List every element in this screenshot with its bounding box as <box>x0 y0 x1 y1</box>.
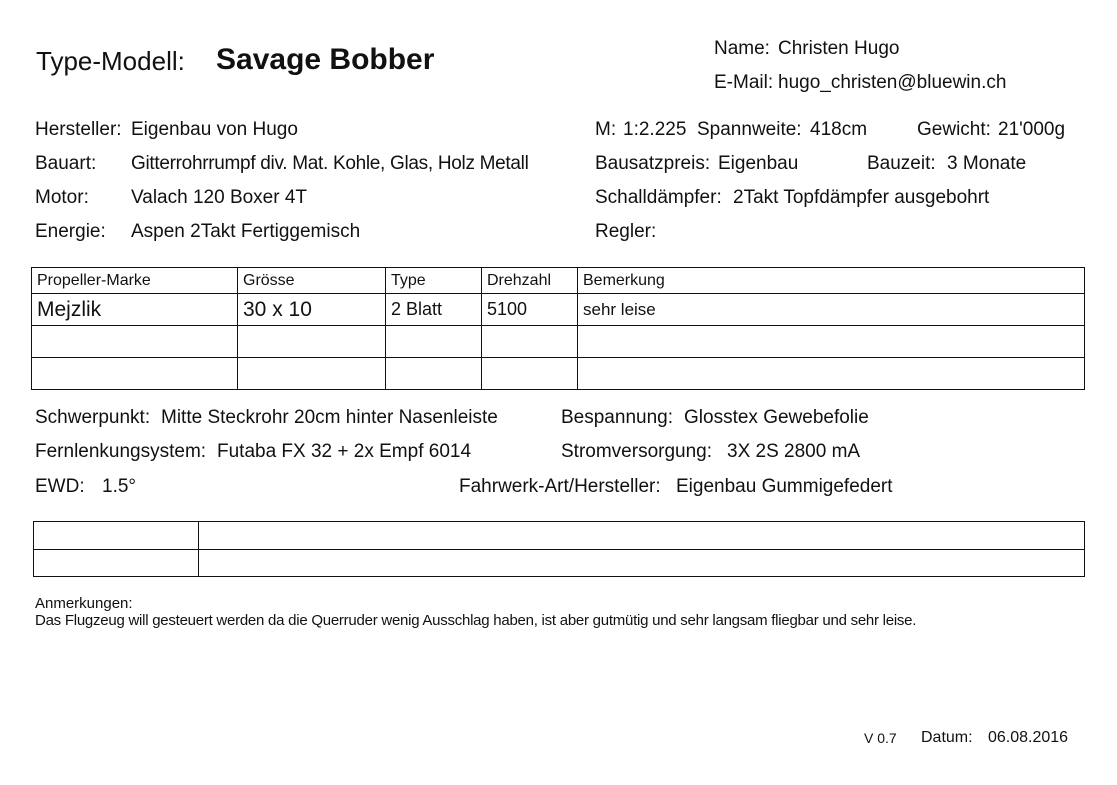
schalldaempfer-value: 2Takt Topfdämpfer ausgebohrt <box>733 187 990 208</box>
propeller-table-header <box>32 268 1085 294</box>
bespannung-label: Bespannung: <box>561 407 673 428</box>
header-groesse: Grösse <box>238 268 386 294</box>
propeller-marke-cell: Mejzlik <box>32 294 238 326</box>
bauart-value: Gitterrohrrumpf div. Mat. Kohle, Glas, Holz Metall <box>131 153 529 174</box>
empty-cell <box>32 326 238 358</box>
empty-cell <box>238 326 386 358</box>
bausatzpreis-value: Eigenbau <box>718 153 799 174</box>
bemerkung-cell: sehr leise <box>578 294 1085 326</box>
extra-table <box>33 521 1085 577</box>
empty-cell <box>32 358 238 390</box>
name-label: Name: <box>714 38 770 59</box>
version-label: V 0.7 <box>864 730 897 746</box>
empty-cell <box>386 358 482 390</box>
gewicht-label: Gewicht: <box>917 119 991 140</box>
empty-cell <box>199 550 1085 577</box>
email-value: hugo_christen@bluewin.ch <box>778 72 1007 93</box>
hersteller-value: Eigenbau von Hugo <box>131 119 298 140</box>
header-type: Type <box>386 268 482 294</box>
type-cell: 2 Blatt <box>386 294 482 326</box>
empty-cell <box>578 326 1085 358</box>
table-row <box>32 294 1085 326</box>
table-row <box>32 326 1085 358</box>
energie-value: Aspen 2Takt Fertiggemisch <box>131 221 361 242</box>
header-propeller-marke: Propeller-Marke <box>32 268 238 294</box>
hersteller-label: Hersteller: <box>35 119 122 140</box>
datum-value: 06.08.2016 <box>988 729 1069 746</box>
motor-value: Valach 120 Boxer 4T <box>131 187 308 208</box>
notes-text: Das Flugzeug will gesteuert werden da die Querruder wenig Ausschlag haben, ist aber gutmütig und sehr langsam fliegbar und sehr leise. <box>35 612 917 629</box>
ewd-value: 1.5° <box>102 476 137 497</box>
fernlenkung-label: Fernlenkungsystem: <box>35 441 207 462</box>
empty-cell <box>34 550 199 577</box>
motor-label: Motor: <box>35 187 89 208</box>
empty-cell <box>199 522 1085 550</box>
schalldaempfer-label: Schalldämpfer: <box>595 187 722 208</box>
empty-cell <box>34 522 199 550</box>
m-label: M: <box>595 119 617 140</box>
bausatzpreis-label: Bausatzpreis: <box>595 153 711 174</box>
email-label: E-Mail: <box>714 72 774 93</box>
bespannung-value: Glosstex Gewebefolie <box>684 407 869 428</box>
fahrwerk-value: Eigenbau Gummigefedert <box>676 476 893 497</box>
empty-cell <box>238 358 386 390</box>
drehzahl-cell: 5100 <box>482 294 578 326</box>
fahrwerk-label: Fahrwerk-Art/Hersteller: <box>459 476 661 497</box>
datum-label: Datum: <box>921 729 973 746</box>
schwerpunkt-value: Mitte Steckrohr 20cm hinter Nasenleiste <box>161 407 498 428</box>
name-value: Christen Hugo <box>778 38 900 59</box>
stromversorgung-value: 3X 2S 2800 mA <box>727 441 861 462</box>
fernlenkung-value: Futaba FX 32 + 2x Empf 6014 <box>217 441 472 462</box>
groesse-cell: 30 x 10 <box>238 294 386 326</box>
regler-label: Regler: <box>595 221 657 242</box>
stromversorgung-label: Stromversorgung: <box>561 441 713 462</box>
table-row <box>32 358 1085 390</box>
empty-cell <box>386 326 482 358</box>
propeller-table <box>31 267 1085 390</box>
model-name: Savage Bobber <box>216 43 435 76</box>
gewicht-value: 21'000g <box>998 119 1066 140</box>
empty-cell <box>482 358 578 390</box>
table-row <box>34 550 1085 577</box>
empty-cell <box>482 326 578 358</box>
spannweite-value: 418cm <box>810 119 868 140</box>
m-value: 1:2.225 <box>623 119 687 140</box>
empty-cell <box>578 358 1085 390</box>
bauzeit-value: 3 Monate <box>947 153 1027 174</box>
bauart-label: Bauart: <box>35 153 97 174</box>
schwerpunkt-label: Schwerpunkt: <box>35 407 151 428</box>
notes-label: Anmerkungen: <box>35 595 133 612</box>
table-row <box>34 522 1085 550</box>
header-drehzahl: Drehzahl <box>482 268 578 294</box>
energie-label: Energie: <box>35 221 106 242</box>
spannweite-label: Spannweite: <box>697 119 802 140</box>
header-bemerkung: Bemerkung <box>578 268 1085 294</box>
type-model-label: Type-Modell: <box>36 46 185 76</box>
bauzeit-label: Bauzeit: <box>867 153 936 174</box>
ewd-label: EWD: <box>35 476 85 497</box>
